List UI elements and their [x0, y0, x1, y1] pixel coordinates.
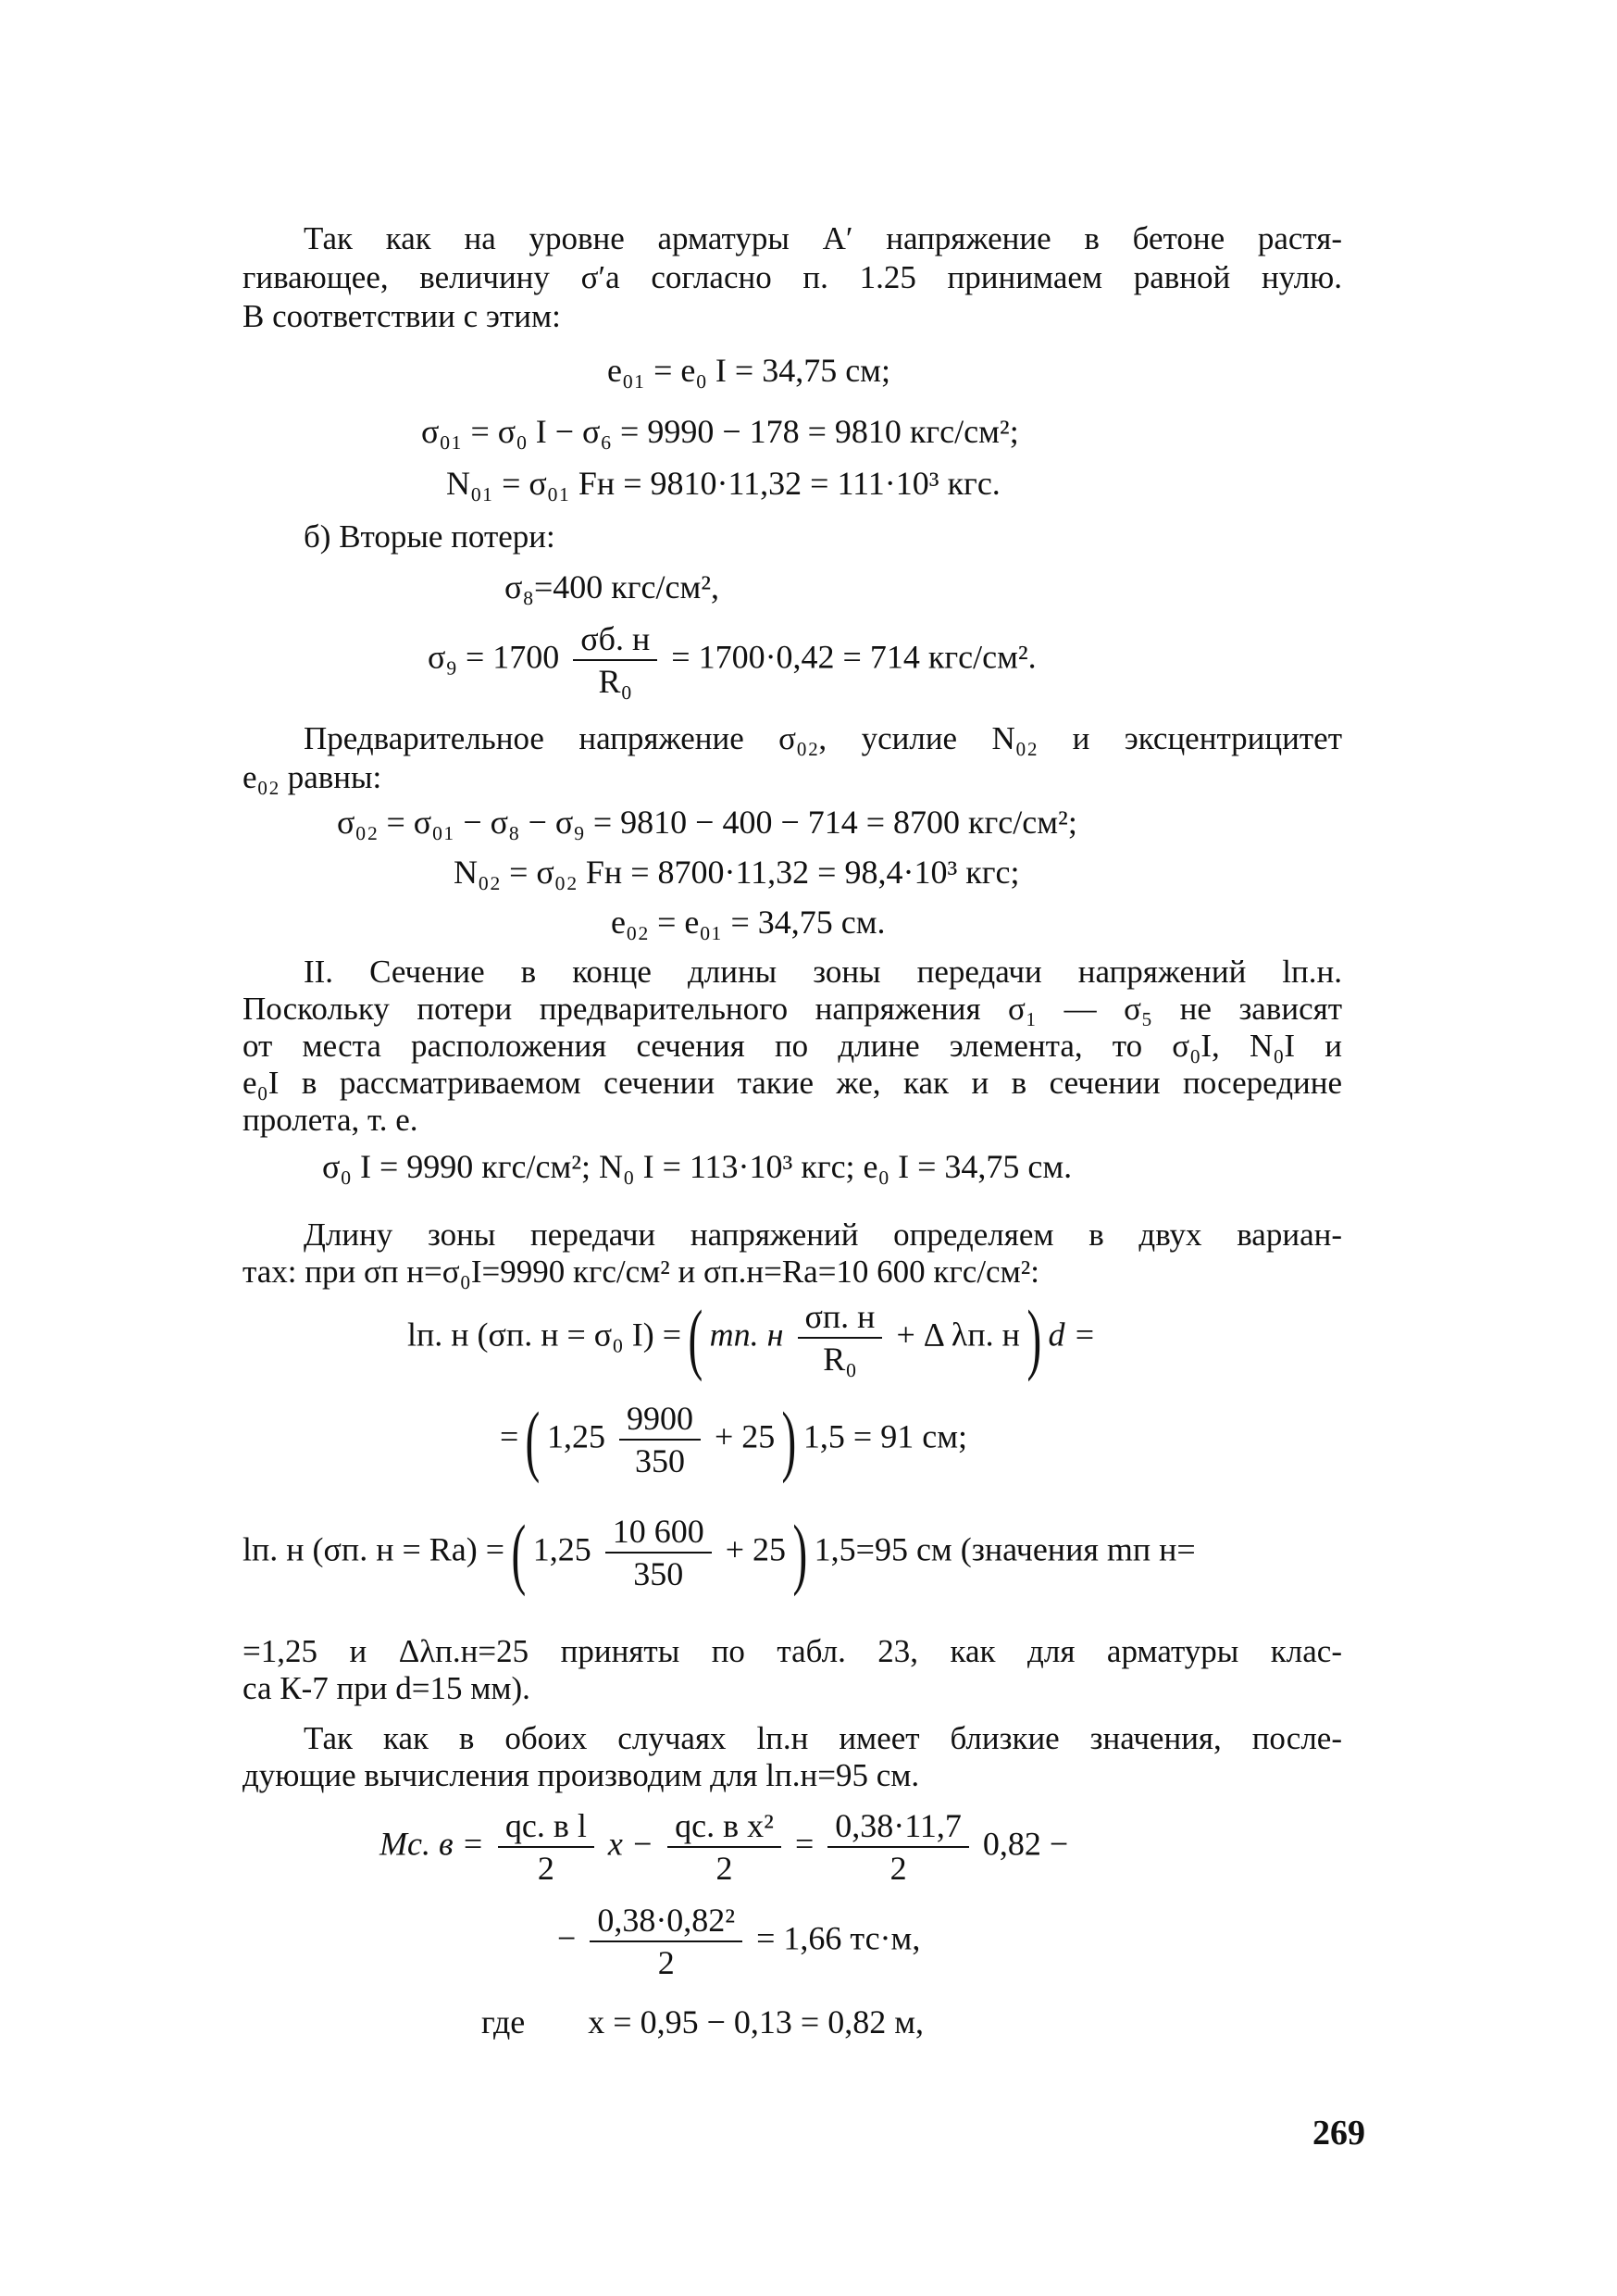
lpn-case1-fraction-den: 350	[634, 1442, 685, 1479]
equation-sigma01: σ₀₁ = σ₀ I − σ₆ = 9990 − 178 = 9810 кгс/см²;	[421, 413, 1019, 450]
equation-moment	[379, 1805, 1068, 1889]
zone-line-1: Длину зоны передачи напряжений определяем в двух вариан-	[304, 1217, 1342, 1253]
moment-fraction-1	[498, 1805, 594, 1889]
moment-fraction-1-num: qс. в l	[498, 1805, 594, 1848]
paren-open: (	[525, 1395, 541, 1484]
moment-fraction-3	[827, 1805, 969, 1889]
lpn-general-lhs: lп. н (σп. н = σ₀ I) =	[407, 1316, 681, 1354]
moment-fraction-3-num: 0,38·11,7	[827, 1805, 969, 1848]
x-def-expr: x = 0,95 − 0,13 = 0,82 м,	[588, 2003, 924, 2040]
moment-fraction-3-den: 2	[889, 1850, 907, 1887]
paren-close: )	[792, 1508, 808, 1597]
lpn-case2-b: + 25	[725, 1530, 786, 1568]
zone-line-2: тах: при σп н=σ₀I=9990 кгс/см² и σп.н=Rа=10 600 кгс/см²:	[243, 1254, 1039, 1290]
lpn-case2-fraction-num: 10 600	[605, 1511, 712, 1554]
moment-cont-fraction	[590, 1900, 742, 1983]
equation-lpn-general	[407, 1293, 1096, 1382]
equation-sigma02: σ₀₂ = σ₀₁ − σ₈ − σ₉ = 9810 − 400 − 714 = 8700 кгс/см²;	[337, 804, 1077, 841]
note-line-2: са К-7 при d=15 мм).	[243, 1670, 530, 1706]
lpn-case1-fraction	[619, 1398, 701, 1481]
x-def-where: где	[481, 2003, 526, 2040]
lpn-general-fraction-den: R₀	[823, 1341, 857, 1378]
moment-cont-minus: −	[557, 1919, 577, 1957]
sigma9-fraction	[573, 618, 657, 702]
equation-sigma9	[428, 618, 1037, 702]
lpn-case1-end: 1,5 = 91 см;	[802, 1417, 967, 1455]
sigma9-fraction-den: R₀	[598, 663, 633, 700]
lpn-case1-a: 1,25	[546, 1417, 605, 1455]
section2-line-5: пролета, т. е.	[243, 1102, 418, 1138]
paren-open: (	[688, 1293, 703, 1382]
both-line-1: Так как в обоих случаях lп.н имеет близкие значения, после-	[304, 1720, 1342, 1756]
moment-cont-fraction-num: 0,38·0,82²	[590, 1900, 742, 1942]
lpn-case2-fraction	[605, 1511, 712, 1594]
moment-eq: =	[794, 1825, 815, 1863]
sigma9-left: σ₉ = 1700	[428, 638, 560, 676]
sigma9-right: = 1700·0,42 = 714 кгс/см².	[671, 638, 1037, 676]
equation-lpn-case1	[500, 1395, 967, 1484]
moment-lhs: Mс. в =	[379, 1825, 484, 1863]
section2-line-3: от места расположения сечения по длине элемента, то σ₀I, N₀I и	[243, 1028, 1342, 1064]
section2-line-1: II. Сечение в конце длины зоны передачи напряжений lп.н.	[304, 954, 1342, 990]
lpn-case2-fraction-den: 350	[633, 1555, 684, 1592]
prestress-line-1: Предварительное напряжение σ₀₂, усилие N₀₂ и эксцентрицитет	[304, 720, 1342, 756]
lpn-case1-b: + 25	[714, 1417, 776, 1455]
moment-fraction-2	[667, 1805, 781, 1889]
note-line-1: =1,25 и Δλп.н=25 приняты по табл. 23, как для арматуры клас-	[243, 1633, 1342, 1669]
equation-sigma8: σ₈=400 кгс/см²,	[504, 568, 720, 605]
lpn-general-rest: + Δ λп. н	[896, 1316, 1020, 1354]
equation-section-values: σ₀ I = 9990 кгс/см²; N₀ I = 113·10³ кгс; e₀ I = 34,75 см.	[322, 1148, 1073, 1185]
lpn-case2-a: 1,25	[532, 1530, 591, 1568]
equation-n01: N₀₁ = σ₀₁ Fн = 9810·11,32 = 111·10³ кгс.	[446, 465, 1001, 502]
equation-e01: e₀₁ = e₀ I = 34,75 см;	[607, 352, 890, 389]
intro-line-1: Так как на уровне арматуры A′ напряжение в бетоне растя-	[304, 220, 1342, 256]
sigma9-fraction-num: σб. н	[573, 618, 657, 661]
lpn-general-m: mп. н	[709, 1316, 784, 1354]
equation-moment-cont	[557, 1900, 920, 1983]
page-number: 269	[1312, 2114, 1365, 2152]
section2-line-2: Поскольку потери предварительного напряжения σ₁ — σ₅ не зависят	[243, 991, 1342, 1027]
moment-cont-end: = 1,66 тс·м,	[756, 1919, 921, 1957]
lpn-general-fraction-num: σп. н	[798, 1296, 883, 1339]
paren-close: )	[1026, 1293, 1042, 1382]
moment-fraction-2-num: qс. в x²	[667, 1805, 781, 1848]
lpn-case2-end: 1,5=95 см (значения mп н=	[814, 1530, 1196, 1568]
lpn-general-end: d =	[1048, 1316, 1096, 1354]
prestress-line-2: e₀₂ равны:	[243, 759, 382, 795]
moment-fraction-2-den: 2	[715, 1850, 733, 1887]
intro-line-2: гивающее, величину σ′а согласно п. 1.25 принимаем равной нулю.	[243, 259, 1342, 295]
paren-open: (	[511, 1508, 527, 1597]
intro-line-3: В соответствии с этим:	[243, 298, 561, 334]
moment-cont-fraction-den: 2	[657, 1944, 675, 1981]
moment-x: x −	[607, 1825, 654, 1863]
both-line-2: дующие вычисления производим для lп.н=95 см.	[243, 1757, 920, 1793]
lpn-general-fraction	[798, 1296, 883, 1379]
paren-close: )	[781, 1395, 797, 1484]
equation-lpn-case2	[243, 1508, 1196, 1597]
equation-e02: e₀₂ = e₀₁ = 34,75 см.	[611, 904, 886, 941]
section2-line-4: e₀I в рассматриваемом сечении такие же, как и в сечении посередине	[243, 1065, 1342, 1101]
equation-n02: N₀₂ = σ₀₂ Fн = 8700·11,32 = 98,4·10³ кгс;	[454, 854, 1020, 891]
lpn-case2-lhs: lп. н (σп. н = Rа) =	[243, 1530, 505, 1568]
moment-fraction-1-den: 2	[537, 1850, 554, 1887]
lpn-case1-fraction-num: 9900	[619, 1398, 701, 1441]
lpn-case1-eq: =	[500, 1417, 519, 1455]
moment-end: 0,82 −	[982, 1825, 1069, 1863]
equation-x-def	[481, 2002, 924, 2042]
losses-heading: б) Вторые потери:	[304, 518, 555, 555]
